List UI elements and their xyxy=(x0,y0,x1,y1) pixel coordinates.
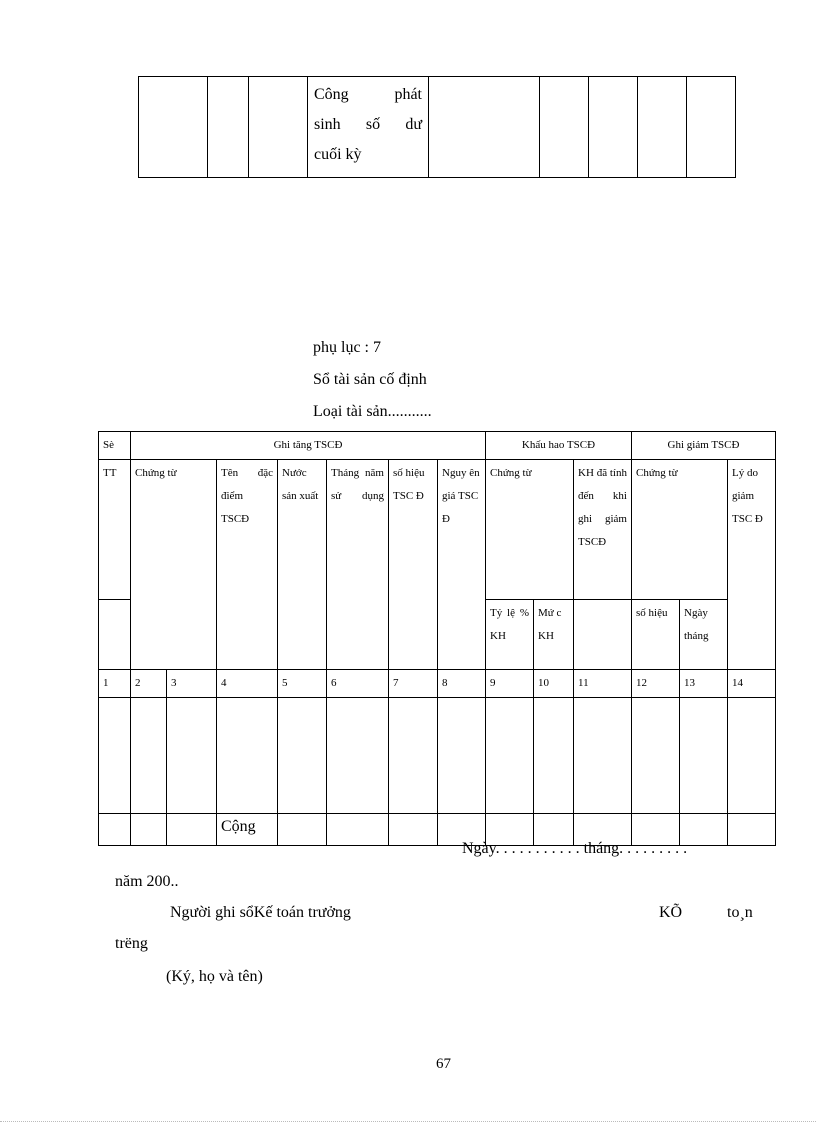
month-year-header: Tháng năm sử dụng xyxy=(327,460,389,670)
column-number: 14 xyxy=(728,670,776,698)
fixed-asset-ledger xyxy=(98,431,776,846)
column-number: 9 xyxy=(486,670,534,698)
column-number: 6 xyxy=(327,670,389,698)
column-number: 8 xyxy=(438,670,486,698)
page-divider xyxy=(0,1121,816,1122)
decrease-group-header: Ghi giảm TSCĐ xyxy=(632,432,776,460)
column-number: 7 xyxy=(389,670,438,698)
table-cell xyxy=(249,77,308,178)
page-number: 67 xyxy=(436,1056,451,1072)
sign-note: (Ký, họ và tên) xyxy=(166,968,263,985)
table-cell xyxy=(429,77,540,178)
signer-line: Người ghi sổKế toán trưởng xyxy=(170,904,351,921)
chief-accountant-label-1: KÕ xyxy=(659,904,683,921)
summary-line: cuối kỳ xyxy=(314,146,362,163)
summary-cell xyxy=(308,77,429,178)
table-cell xyxy=(638,77,687,178)
total-label: Cộng xyxy=(217,814,278,846)
decrease-number-header: số hiệu xyxy=(632,600,680,670)
chief-accountant-label-2: to¸n xyxy=(727,904,753,921)
column-number: 5 xyxy=(278,670,327,698)
table-cell xyxy=(540,77,589,178)
stt-header-tt: TT xyxy=(99,460,131,600)
column-number: 12 xyxy=(632,670,680,698)
table-cell xyxy=(208,77,249,178)
column-number: 13 xyxy=(680,670,728,698)
depreciation-group-header: Khấu hao TSCĐ xyxy=(486,432,632,460)
table-cell xyxy=(139,77,208,178)
column-number: 2 xyxy=(131,670,167,698)
table-cell xyxy=(589,77,638,178)
asset-number-header: số hiệu TSC Đ xyxy=(389,460,438,670)
depr-rate-header: Tỷ lệ % KH xyxy=(486,600,534,670)
chief-accountant-cont: trëng xyxy=(115,935,148,952)
asset-type-label: Loại tài sản........... xyxy=(313,403,432,420)
table-cell xyxy=(99,600,131,670)
column-number: 10 xyxy=(534,670,574,698)
increase-group-header: Ghi tăng TSCĐ xyxy=(131,432,486,460)
column-number: 1 xyxy=(99,670,131,698)
country-header: Nước sản xuất xyxy=(278,460,327,670)
asset-name-header: Tên đặc điểm TSCĐ xyxy=(217,460,278,670)
summary-line: Công phát xyxy=(314,86,422,103)
column-number: 4 xyxy=(217,670,278,698)
depr-accumulated-header: KH đã tính đến khi ghi giảm TSCĐ xyxy=(574,460,632,600)
decrease-date-header: Ngày tháng xyxy=(680,600,728,670)
decrease-voucher-header: Chứng từ xyxy=(632,460,728,600)
date-line: Ngày. . . . . . . . . . . tháng. . . . . . . . . xyxy=(462,840,688,857)
original-price-header: Nguy ên giá TSC Đ xyxy=(438,460,486,670)
table-cell xyxy=(687,77,736,178)
continuation-table xyxy=(138,76,736,178)
decrease-reason-header: Lý do giảm TSC Đ xyxy=(728,460,776,670)
table-cell xyxy=(574,600,632,670)
voucher-header: Chứng từ xyxy=(131,460,217,670)
depr-amount-header: Mứ c KH xyxy=(534,600,574,670)
appendix-label: phụ lục : 7 xyxy=(313,339,381,356)
page-title: Sổ tài sản cố định xyxy=(313,371,427,388)
year-line: năm 200.. xyxy=(115,873,179,890)
table-row xyxy=(99,698,776,814)
summary-line: sinh số dư xyxy=(314,116,422,133)
column-number: 3 xyxy=(167,670,217,698)
column-number-row xyxy=(99,670,776,698)
stt-header: Sè xyxy=(99,432,131,460)
depr-voucher-header: Chứng từ xyxy=(486,460,574,600)
column-number: 11 xyxy=(574,670,632,698)
